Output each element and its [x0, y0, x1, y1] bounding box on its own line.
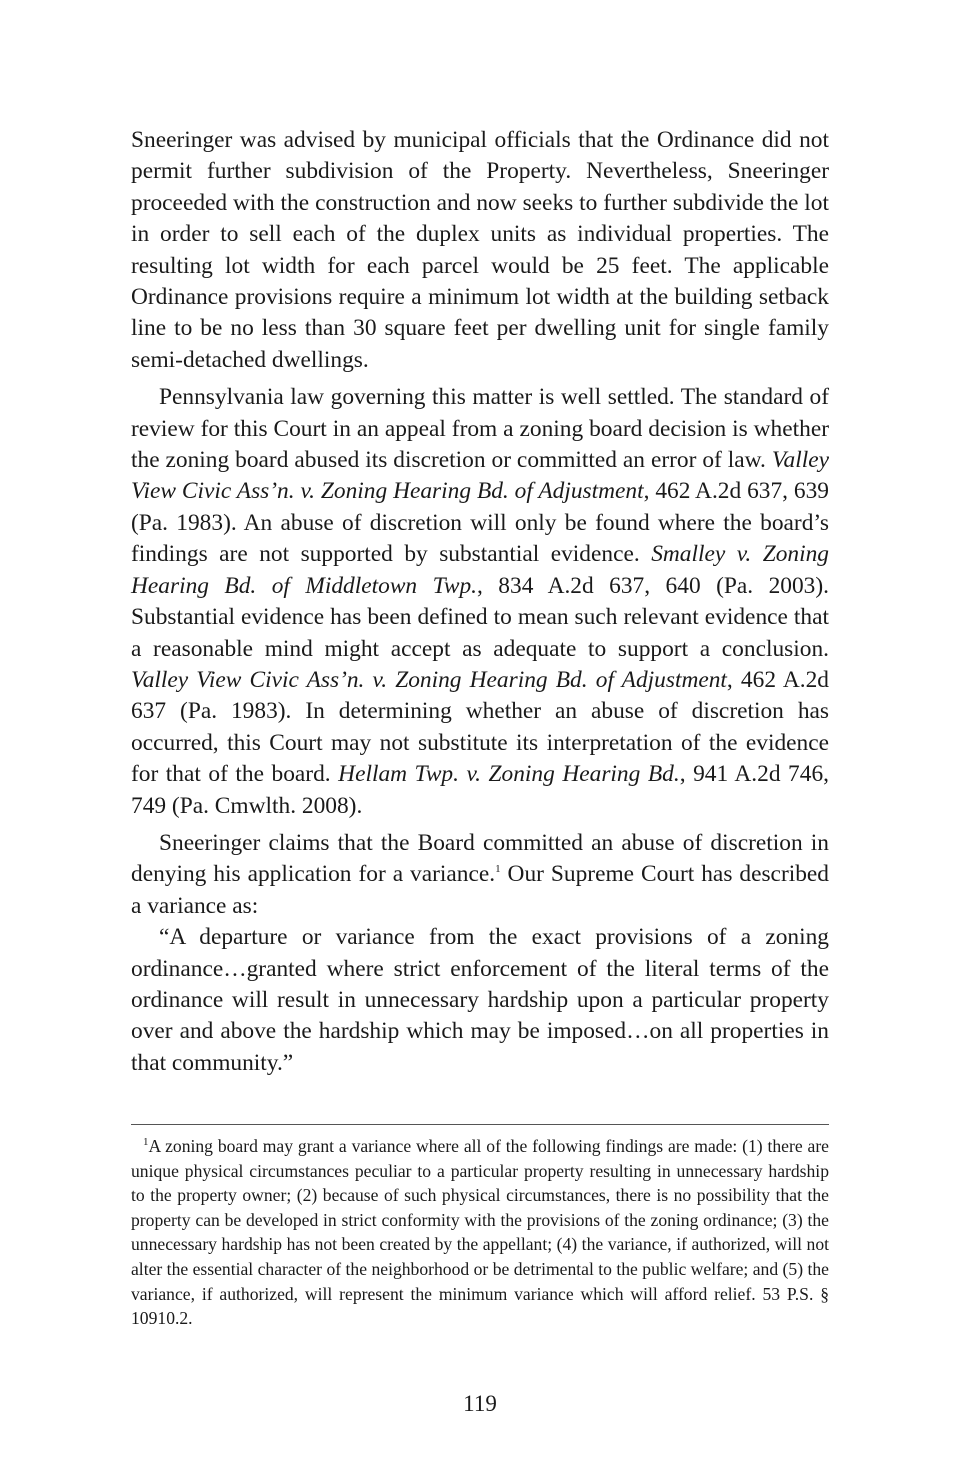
paragraph-2-text-2: , 462 A.2d 637, 639 (Pa. 1983). An abuse of discretion will only be found where the board’s findings are not supported by substantial evidence. — [131, 478, 830, 568]
case-citation-2: Smalley v. Zoning Hearing Bd. of Middletown Twp. — [131, 541, 829, 599]
paragraph-3-text-2: Our Supreme Court has described a variance as: — [131, 861, 829, 919]
paragraph-1: Sneeringer was advised by municipal officials that the Ordinance did not permit further subdivision of the Property. Nevertheless, Sneeringer proceeded with the construction and now seeks to further subdivide the lot in order to sell each of the duplex units as individual properties. The resulting lot width for each parcel would be 25 feet. The applicable Ordinance provisions require a minimum lot width at the building setback line to be no less than 30 square feet per dwelling unit for single family semi-detached dwellings. — [131, 127, 829, 373]
block-quote-text: “A departure or variance from the exact provisions of a zoning ordinance…granted where strict enforcement of the literal terms of the ordinance will result in unnecessary hardship upon a particular property over and above the hardship which may be imposed…on all properties in that community.” — [131, 924, 829, 1076]
case-citation-3: Valley View Civic Ass’n. v. Zoning Hearing Bd. of Adjustment — [131, 666, 727, 693]
paragraph-3-text-1: Sneeringer claims that the Board committed an abuse of discretion in denying his application for a variance. — [131, 829, 829, 888]
paragraph-2-text-3: , 834 A.2d 637, 640 (Pa. 2003). Substantial evidence has been defined to mean such relevant evidence that a reasonable mind might accept as adequate to support a conclusion. — [131, 572, 829, 662]
paragraph-2-text-5: , 941 A.2d 746, 749 (Pa. Cmwlth. 2008). — [131, 761, 829, 819]
body-text — [131, 125, 829, 1079]
paragraph-2-text-4: , 462 A.2d 637 (Pa. 1983). In determining whether an abuse of discretion has occurred, this Court may not substitute its interpretation of the evidence for that of the board. — [131, 666, 830, 788]
case-citation-1: Valley View Civic Ass’n. v. Zoning Hearing Bd. of Adjustment — [131, 447, 829, 505]
footnote-divider — [131, 1124, 829, 1125]
paragraph-2 — [131, 382, 829, 822]
page-number: 119 — [463, 1391, 497, 1416]
footnote — [131, 1134, 829, 1331]
paragraph-2-text-1: Pennsylvania law governing this matter is well settled. The standard of review for this Court in an appeal from a zoning board decision is whether the zoning board abused its discretion or committed an error of law. — [131, 384, 829, 474]
case-citation-4: Hellam Twp. v. Zoning Hearing Bd. — [338, 761, 680, 788]
footnote-mark: 1 — [143, 1136, 149, 1149]
block-quote — [131, 922, 829, 1079]
paragraph-3 — [131, 828, 829, 922]
footnote-text: A zoning board may grant a variance where all of the following findings are made: (1) there are unique physical circumstances peculiar to a particular property resulting in unnecessary hardship to the property owner; (2) because of such physical circumstances, there is no possibility that the property can be developed in strict conformity with the provisions of the zoning ordinance; (3) the unnecessary hardship has not been created by the appellant; (4) the variance, if authorized, will not alter the essential character of the neighborhood or be detrimental to the public welfare; and (5) the variance, if authorized, will represent the minimum variance which will afford relief. 53 P.S. § 10910.2. — [131, 1136, 829, 1329]
footnote-reference[interactable]: 1 — [495, 863, 501, 876]
